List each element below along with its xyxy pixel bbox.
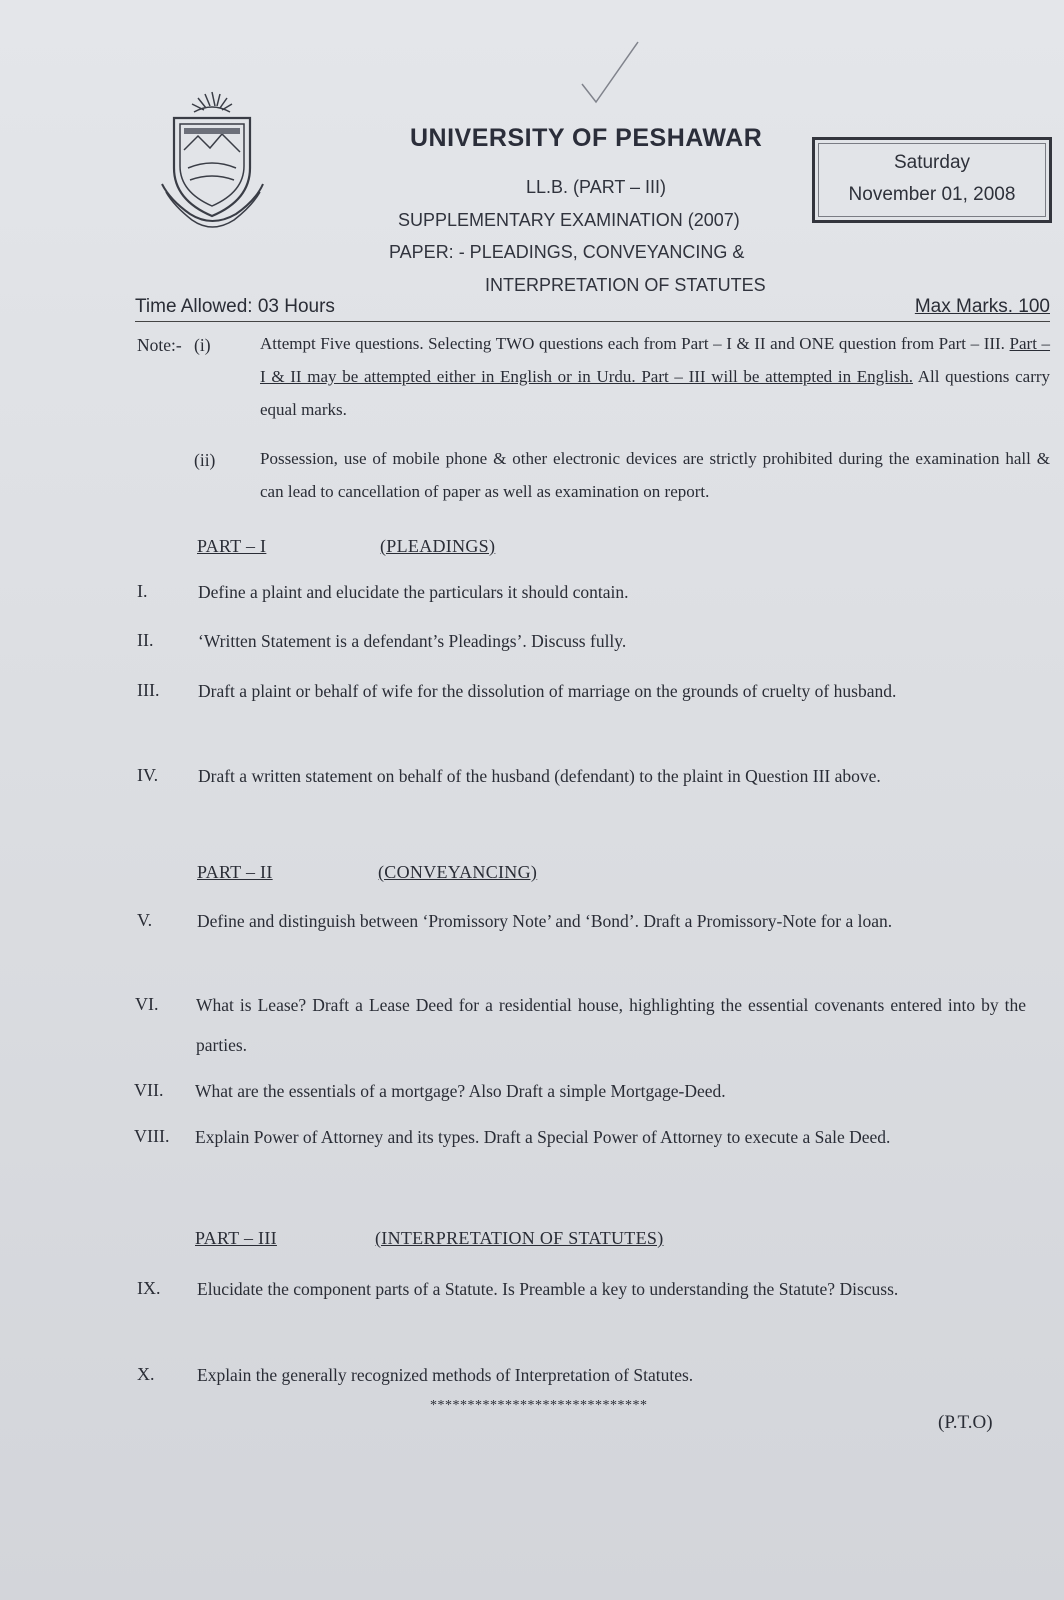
paper-line-2: INTERPRETATION OF STATUTES bbox=[485, 275, 766, 295]
time-marks-line bbox=[135, 296, 1050, 322]
part-3-title: (INTERPRETATION OF STATUTES) bbox=[375, 1228, 664, 1248]
question-text: ‘Written Statement is a defendant’s Pleadings’. Discuss fully. bbox=[198, 631, 627, 651]
degree-line: LL.B. (PART – III) bbox=[526, 177, 667, 197]
note-1-marks: All questions carry equal marks. bbox=[260, 367, 1051, 419]
note-1-language-rule: Part – I & II may be attempted either in English or in Urdu. Part – III will be attempted in English. bbox=[260, 334, 1051, 386]
part-2-title: (CONVEYANCING) bbox=[378, 862, 538, 882]
pto-label: (P.T.O) bbox=[938, 1412, 993, 1433]
note-2-number: (ii) bbox=[194, 450, 216, 470]
question-number: I. bbox=[137, 581, 148, 601]
part-1-label: PART – I bbox=[197, 536, 267, 556]
exam-line: SUPPLEMENTARY EXAMINATION (2007) bbox=[398, 210, 740, 230]
question-text: What is Lease? Draft a Lease Deed for a residential house, highlighting the essential covenants entered into by the parties. bbox=[196, 995, 1026, 1055]
part-2-label: PART – II bbox=[197, 862, 273, 882]
question-text: Explain the generally recognized methods of Interpretation of Statutes. bbox=[197, 1365, 694, 1385]
part-3-label: PART – III bbox=[195, 1228, 277, 1248]
question-text: Define and distinguish between ‘Promissory Note’ and ‘Bond’. Draft a Promissory-Note for a loan. bbox=[197, 911, 893, 931]
end-stars-divider: ***************************** bbox=[430, 1398, 648, 1413]
question-text: What are the essentials of a mortgage? Also Draft a simple Mortgage-Deed. bbox=[195, 1081, 726, 1101]
question-number: V. bbox=[137, 910, 153, 930]
note-2-text: Possession, use of mobile phone & other electronic devices are strictly prohibited during the examination hall & can lead to cancellation of paper as well as examination on report. bbox=[260, 449, 1050, 501]
paper-line-1: PAPER: - PLEADINGS, CONVEYANCING & bbox=[389, 242, 745, 262]
question-number: III. bbox=[137, 680, 160, 700]
question-number: II. bbox=[137, 630, 154, 650]
question-text: Draft a written statement on behalf of the husband (defendant) to the plaint in Question III above. bbox=[198, 766, 881, 786]
max-marks: Max Marks. 100 bbox=[914, 296, 1050, 317]
note-label: Note:- bbox=[137, 335, 182, 355]
question-number: X. bbox=[137, 1364, 155, 1384]
university-crest-icon bbox=[160, 88, 265, 238]
note-1-number: (i) bbox=[194, 335, 211, 355]
question-number: IV. bbox=[137, 765, 159, 785]
university-title: UNIVERSITY OF PESHAWAR bbox=[410, 124, 763, 152]
question-text: Explain Power of Attorney and its types. Draft a Special Power of Attorney to execute a Sale Deed. bbox=[195, 1127, 891, 1147]
part-1-title: (PLEADINGS) bbox=[380, 536, 496, 556]
question-number: VII. bbox=[134, 1080, 164, 1100]
date-box bbox=[812, 137, 1052, 223]
exam-date: November 01, 2008 bbox=[848, 184, 1016, 205]
exam-day: Saturday bbox=[893, 152, 971, 173]
question-number: VIII. bbox=[134, 1126, 170, 1146]
note-1-instructions: Attempt Five questions. Selecting TWO questions each from Part – I & II and ONE question from Part – III. bbox=[260, 334, 1005, 353]
question-text: Draft a plaint or behalf of wife for the dissolution of marriage on the grounds of cruelty of husband. bbox=[198, 681, 897, 701]
time-allowed: Time Allowed: 03 Hours bbox=[135, 296, 335, 317]
question-number: VI. bbox=[135, 994, 159, 1014]
question-number: IX. bbox=[137, 1278, 161, 1298]
question-text: Define a plaint and elucidate the particulars it should contain. bbox=[198, 582, 629, 602]
check-mark-icon bbox=[580, 40, 640, 110]
note-1-text bbox=[260, 327, 1050, 426]
question-text: Elucidate the component parts of a Statute. Is Preamble a key to understanding the Statute? Discuss. bbox=[197, 1279, 899, 1299]
